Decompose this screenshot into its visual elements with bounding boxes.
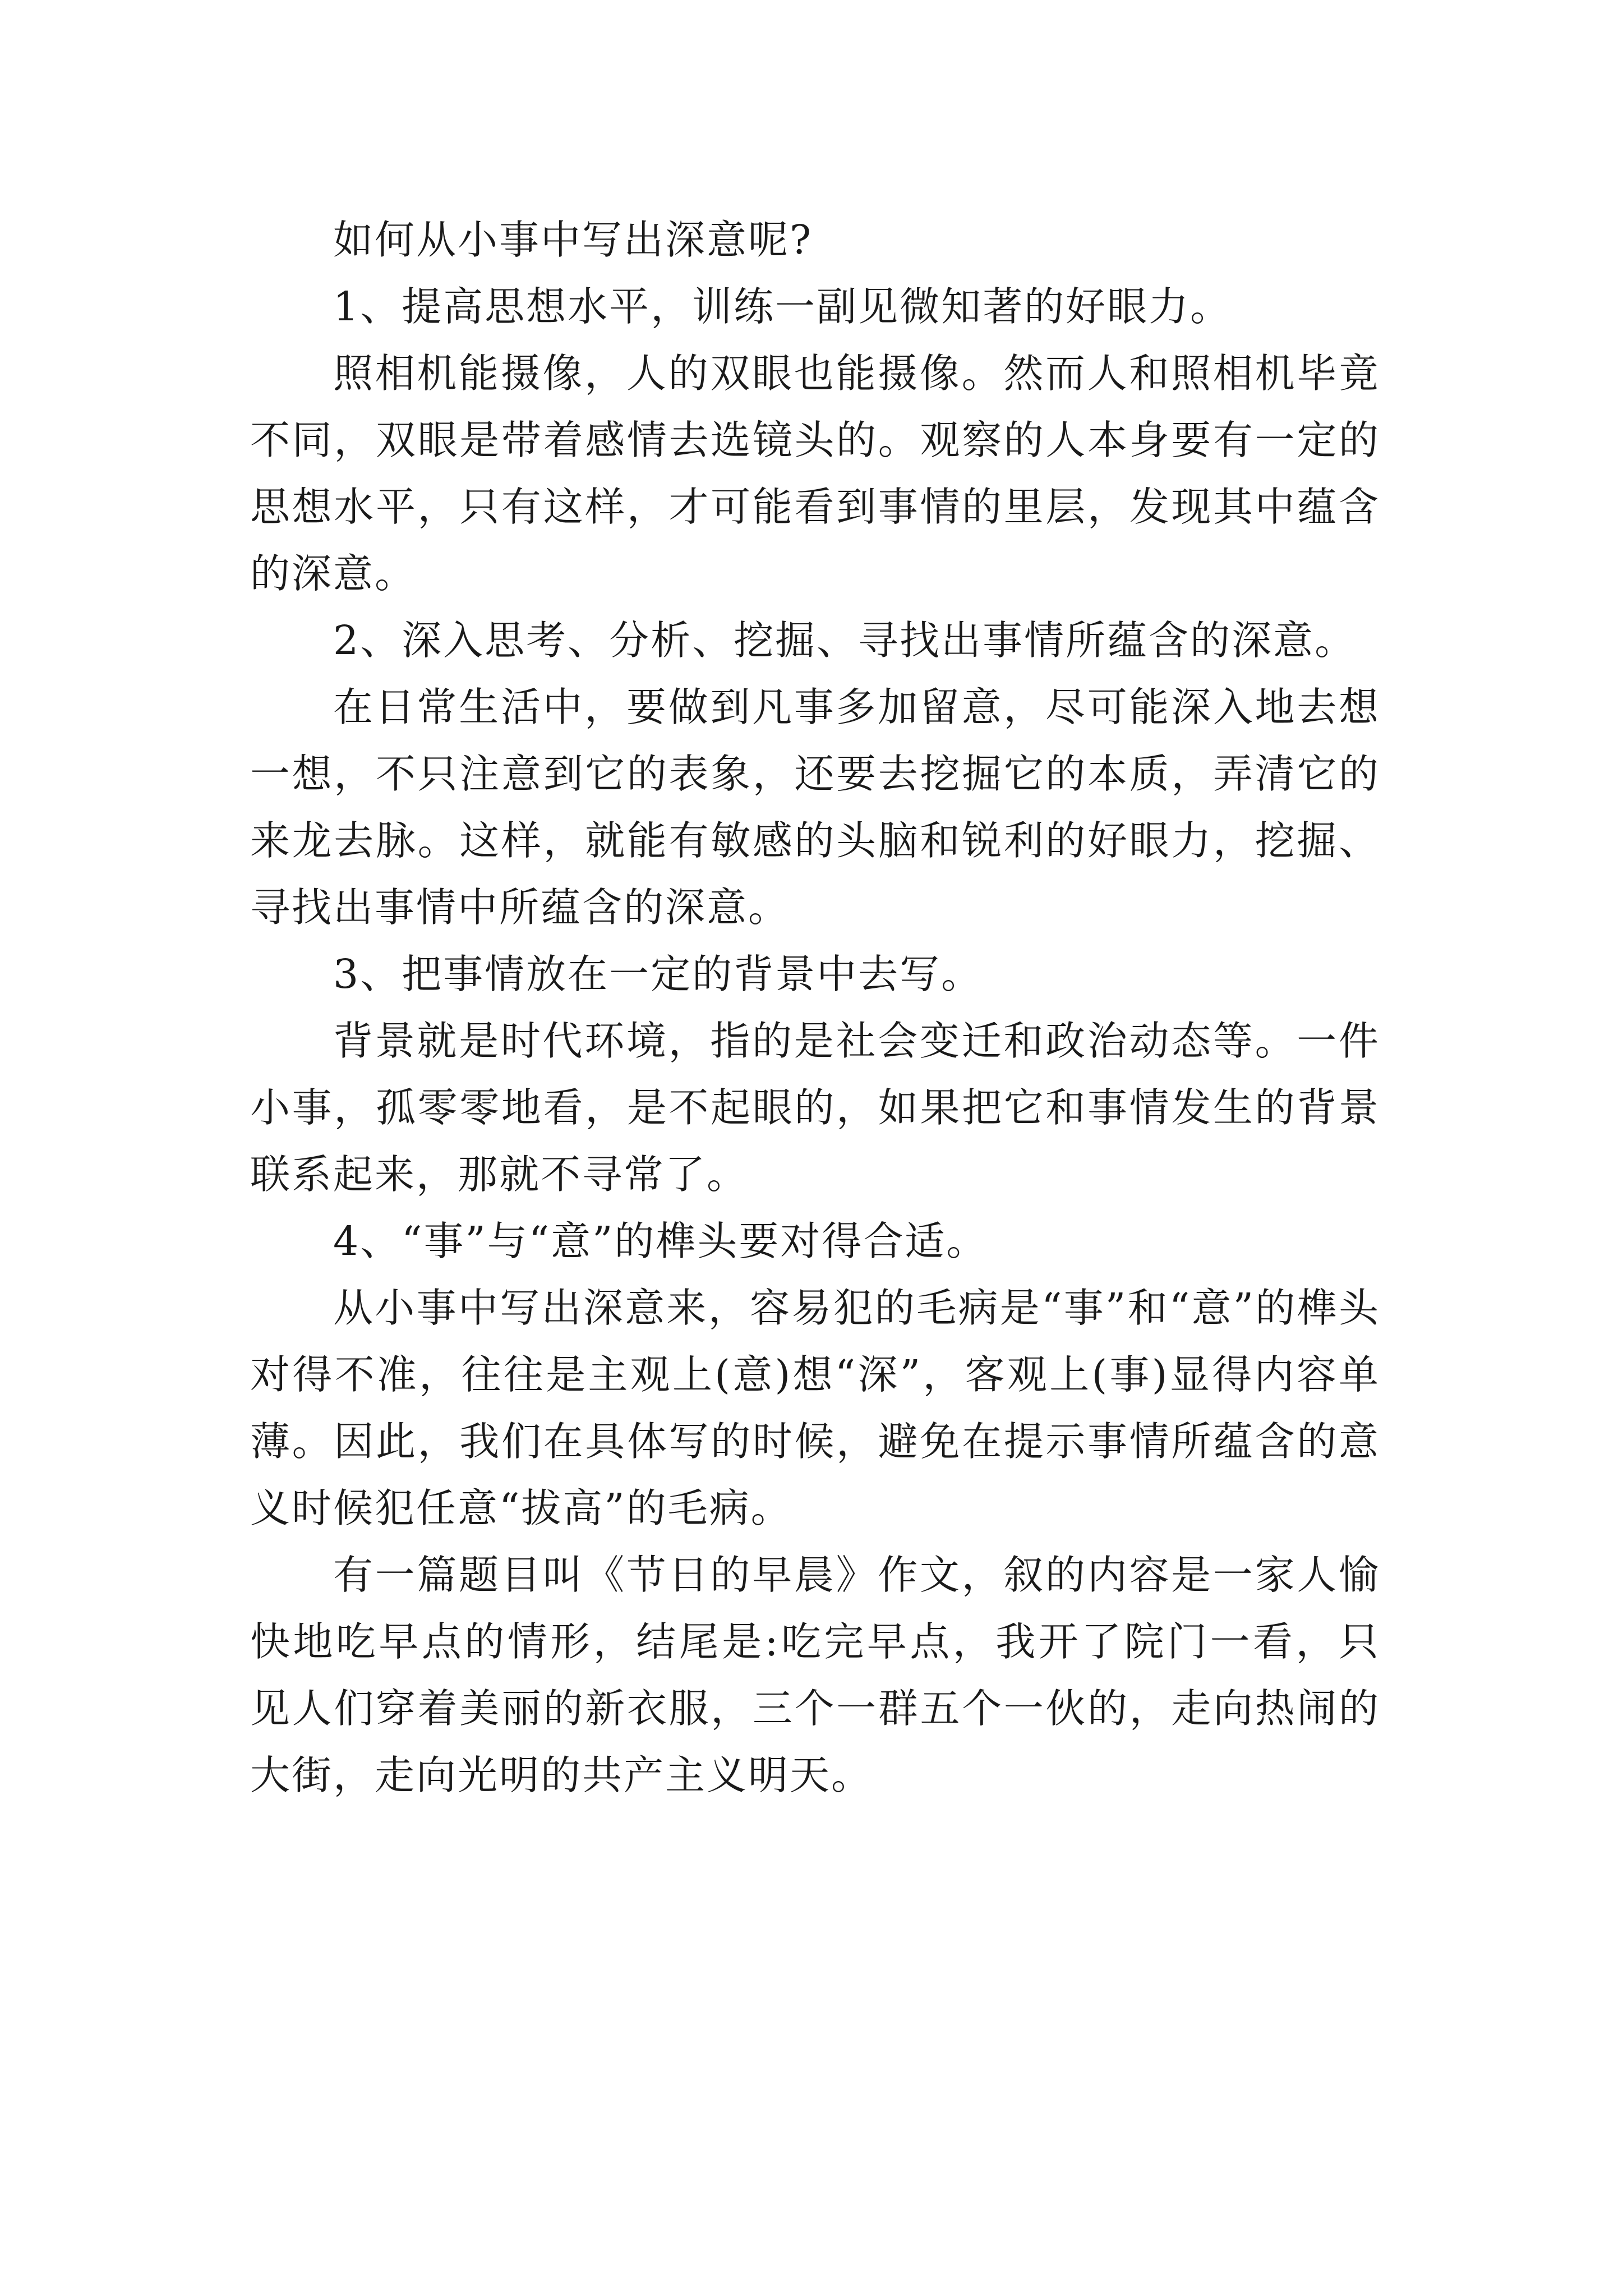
example-paragraph: 有一篇题目叫《节日的早晨》作文，叙的内容是一家人愉快地吃早点的情形，结尾是:吃完早点，我开了院门一看，只见人们穿着美丽的新衣服，三个一群五个一伙的，走向热闹的大街，走向光明的共产主义明天。 bbox=[250, 1552, 1380, 1798]
point-3-paragraph: 背景就是时代环境，指的是社会变迁和政治动态等。一件小事，孤零零地看，是不起眼的，如果把它和事情发生的背景联系起来，那就不寻常了。 bbox=[250, 1018, 1380, 1198]
document-body bbox=[250, 206, 1380, 1809]
point-4-heading: 4、“事”与“意”的榫头要对得合适。 bbox=[333, 1218, 988, 1264]
point-3-heading: 3、把事情放在一定的背景中去写。 bbox=[333, 951, 983, 997]
question-heading: 如何从小事中写出深意呢? bbox=[333, 217, 813, 263]
point-4-paragraph: 从小事中写出深意来，容易犯的毛病是“事”和“意”的榫头对得不准，往往是主观上(意)想“深”，客观上(事)显得内容单薄。因此，我们在具体写的时候，避免在提示事情所蕴含的意义时候犯任意“拔高”的毛病。 bbox=[250, 1285, 1380, 1531]
point-1-heading: 1、提高思想水平，训练一副见微知著的好眼力。 bbox=[333, 283, 1232, 330]
point-1-paragraph: 照相机能摄像，人的双眼也能摄像。然而人和照相机毕竟不同，双眼是带着感情去选镜头的。观察的人本身要有一定的思想水平，只有这样，才可能看到事情的里层，发现其中蕴含的深意。 bbox=[250, 350, 1380, 597]
point-2-heading: 2、深入思考、分析、挖掘、寻找出事情所蕴含的深意。 bbox=[333, 617, 1357, 664]
point-2-paragraph: 在日常生活中，要做到凡事多加留意，尽可能深入地去想一想，不只注意到它的表象，还要去挖掘它的本质，弄清它的来龙去脉。这样，就能有敏感的头脑和锐利的好眼力，挖掘、寻找出事情中所蕴含的深意。 bbox=[250, 684, 1380, 931]
